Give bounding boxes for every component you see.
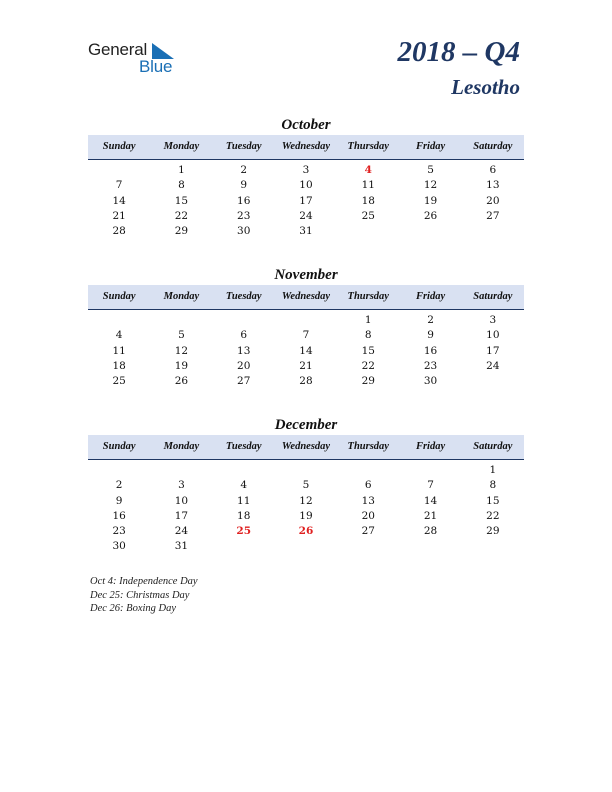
day-cell: 21	[112, 209, 126, 222]
day-cell: 8	[178, 179, 185, 192]
day-cell: 27	[486, 209, 500, 222]
day-cell: 17	[486, 344, 500, 357]
weekday-wednesday: Wednesday	[281, 291, 331, 302]
day-cell: 7	[302, 329, 310, 342]
day-cell: 29	[174, 225, 189, 238]
day-cell: 19	[299, 509, 313, 522]
day-cell: 2	[240, 164, 248, 176]
month-november	[88, 266, 524, 389]
day-cell: 29	[486, 525, 500, 538]
day-cell: 7	[115, 179, 123, 192]
empty-day-cell	[337, 463, 399, 478]
day-cell: 12	[423, 179, 438, 192]
day-cell: 30	[237, 225, 251, 238]
day-cell: 17	[174, 509, 189, 522]
day-cell: 29	[361, 375, 375, 388]
day-cell: 15	[361, 344, 375, 357]
day-cell: 16	[112, 509, 126, 522]
empty-day-cell	[399, 224, 461, 239]
day-cell: 15	[486, 494, 500, 507]
day-cell: 14	[112, 194, 126, 207]
weekday-sunday: Sunday	[102, 291, 136, 302]
weekday-sunday: Sunday	[102, 141, 136, 152]
empty-day-cell	[213, 539, 275, 554]
day-cell: 16	[423, 344, 438, 357]
day-cell: 14	[423, 494, 438, 507]
month-december	[88, 416, 524, 555]
day-cell: 11	[237, 494, 251, 507]
weekday-saturday: Saturday	[473, 291, 513, 302]
day-cell: 25	[112, 375, 126, 388]
day-cell: 27	[237, 375, 251, 388]
day-cell: 20	[237, 359, 251, 372]
day-cell: 31	[299, 225, 313, 238]
day-cell: 3	[302, 164, 310, 176]
logo-word-general: General	[88, 40, 148, 59]
day-cell: 1	[364, 314, 372, 326]
day-cell: 22	[486, 509, 500, 522]
weekday-saturday: Saturday	[473, 141, 513, 152]
day-cell: 11	[112, 344, 126, 357]
holiday-note: Dec 26: Boxing Day	[90, 603, 177, 614]
empty-day-cell	[275, 313, 337, 328]
weekday-saturday: Saturday	[473, 441, 513, 452]
week-row	[88, 209, 524, 224]
week-row	[88, 344, 524, 359]
holiday-day-cell: 25	[236, 525, 252, 538]
month-october	[88, 116, 524, 239]
week-row	[88, 509, 524, 524]
weekday-wednesday: Wednesday	[281, 141, 331, 152]
day-cell: 6	[364, 479, 372, 492]
empty-day-cell	[462, 374, 524, 389]
weekday-header-row	[88, 135, 524, 160]
day-cell: 28	[299, 375, 313, 388]
day-cell: 24	[486, 359, 500, 372]
holiday-day-cell: 26	[298, 525, 314, 538]
weekday-header-row	[88, 285, 524, 310]
day-cell: 31	[174, 540, 189, 553]
day-cell: 11	[361, 179, 375, 192]
day-cell: 18	[237, 509, 251, 522]
day-cell: 13	[237, 344, 251, 357]
day-cell: 8	[364, 329, 372, 342]
day-cell: 28	[423, 525, 438, 538]
weekday-sunday: Sunday	[102, 441, 136, 452]
weekday-monday: Monday	[163, 291, 200, 302]
day-cell: 26	[174, 375, 189, 388]
week-row	[88, 163, 524, 178]
weekday-monday: Monday	[163, 441, 200, 452]
empty-day-cell	[213, 313, 275, 328]
weekday-header-row	[88, 435, 524, 460]
weekday-tuesday: Tuesday	[225, 141, 262, 152]
day-cell: 12	[174, 344, 189, 357]
month-title: October	[281, 117, 331, 133]
week-row	[88, 494, 524, 509]
weekday-thursday: Thursday	[347, 141, 389, 152]
day-cell: 18	[112, 359, 126, 372]
day-cell: 10	[174, 494, 189, 507]
day-cell: 23	[112, 525, 126, 538]
day-cell: 26	[423, 209, 438, 222]
day-cell: 7	[427, 479, 434, 492]
day-cell: 9	[115, 494, 123, 507]
holiday-note: Dec 25: Christmas Day	[90, 589, 190, 601]
weekday-friday: Friday	[415, 441, 446, 452]
day-cell: 21	[423, 509, 438, 522]
week-row	[88, 374, 524, 389]
day-cell: 13	[361, 494, 375, 507]
weekday-thursday: Thursday	[347, 291, 389, 302]
day-cell: 1	[489, 464, 497, 476]
empty-day-cell	[337, 539, 399, 554]
holiday-day-cell: 4	[364, 164, 372, 176]
country-name: Lesotho	[451, 75, 520, 99]
day-cell: 2	[427, 314, 434, 326]
week-row	[88, 224, 524, 239]
day-cell: 10	[486, 329, 500, 342]
empty-day-cell	[213, 463, 275, 478]
week-row	[88, 328, 524, 343]
day-cell: 6	[489, 164, 497, 176]
month-title: December	[274, 417, 338, 433]
day-cell: 19	[174, 359, 189, 372]
day-cell: 9	[427, 329, 434, 342]
day-cell: 15	[174, 194, 189, 207]
day-cell: 24	[299, 209, 313, 222]
day-cell: 1	[178, 164, 185, 176]
day-cell: 18	[361, 194, 375, 207]
day-cell: 20	[486, 194, 500, 207]
day-cell: 12	[299, 494, 313, 507]
day-cell: 14	[299, 344, 313, 357]
day-cell: 23	[423, 359, 438, 372]
week-row	[88, 178, 524, 193]
day-cell: 27	[361, 525, 375, 538]
day-cell: 21	[299, 359, 313, 372]
day-cell: 4	[240, 479, 248, 492]
week-row	[88, 463, 524, 478]
empty-day-cell	[399, 463, 461, 478]
logo-word-blue: Blue	[139, 57, 173, 76]
day-cell: 9	[240, 179, 248, 192]
weekday-tuesday: Tuesday	[225, 441, 262, 452]
holiday-note: Oct 4: Independence Day	[90, 576, 198, 587]
month-title: November	[274, 267, 338, 283]
day-cell: 6	[240, 329, 248, 342]
day-cell: 25	[361, 209, 375, 222]
day-cell: 2	[115, 479, 123, 492]
empty-day-cell	[88, 313, 150, 328]
day-cell: 19	[423, 194, 438, 207]
empty-day-cell	[88, 463, 150, 478]
generalblue-logo	[88, 40, 198, 80]
empty-day-cell	[462, 224, 524, 239]
empty-day-cell	[88, 163, 150, 178]
day-cell: 30	[112, 540, 126, 553]
day-cell: 4	[115, 329, 123, 342]
day-cell: 22	[361, 359, 375, 372]
day-cell: 5	[302, 479, 310, 492]
weekday-monday: Monday	[163, 141, 200, 152]
day-cell: 5	[178, 329, 185, 342]
week-row	[88, 524, 524, 539]
weekday-wednesday: Wednesday	[281, 441, 331, 452]
empty-day-cell	[399, 539, 461, 554]
empty-day-cell	[275, 463, 337, 478]
empty-day-cell	[337, 224, 399, 239]
empty-day-cell	[150, 313, 212, 328]
day-cell: 13	[486, 179, 500, 192]
week-row	[88, 313, 524, 328]
weekday-friday: Friday	[415, 141, 446, 152]
weekday-thursday: Thursday	[347, 441, 389, 452]
day-cell: 10	[299, 179, 313, 192]
weekday-tuesday: Tuesday	[225, 291, 262, 302]
empty-day-cell	[275, 539, 337, 554]
page-title: 2018 – Q4	[397, 36, 520, 68]
week-row	[88, 359, 524, 374]
weekday-friday: Friday	[415, 291, 446, 302]
empty-day-cell	[462, 539, 524, 554]
day-cell: 24	[174, 525, 189, 538]
day-cell: 5	[427, 164, 434, 176]
day-cell: 17	[299, 194, 313, 207]
empty-day-cell	[150, 463, 212, 478]
day-cell: 22	[174, 209, 189, 222]
day-cell: 3	[489, 314, 497, 326]
week-row	[88, 478, 524, 493]
week-row	[88, 539, 524, 554]
day-cell: 8	[489, 479, 497, 492]
day-cell: 23	[237, 209, 251, 222]
day-cell: 16	[237, 194, 251, 207]
day-cell: 30	[423, 375, 438, 388]
holiday-notes	[90, 575, 198, 616]
day-cell: 28	[112, 225, 126, 238]
week-row	[88, 194, 524, 209]
day-cell: 20	[361, 509, 375, 522]
day-cell: 3	[178, 479, 185, 492]
